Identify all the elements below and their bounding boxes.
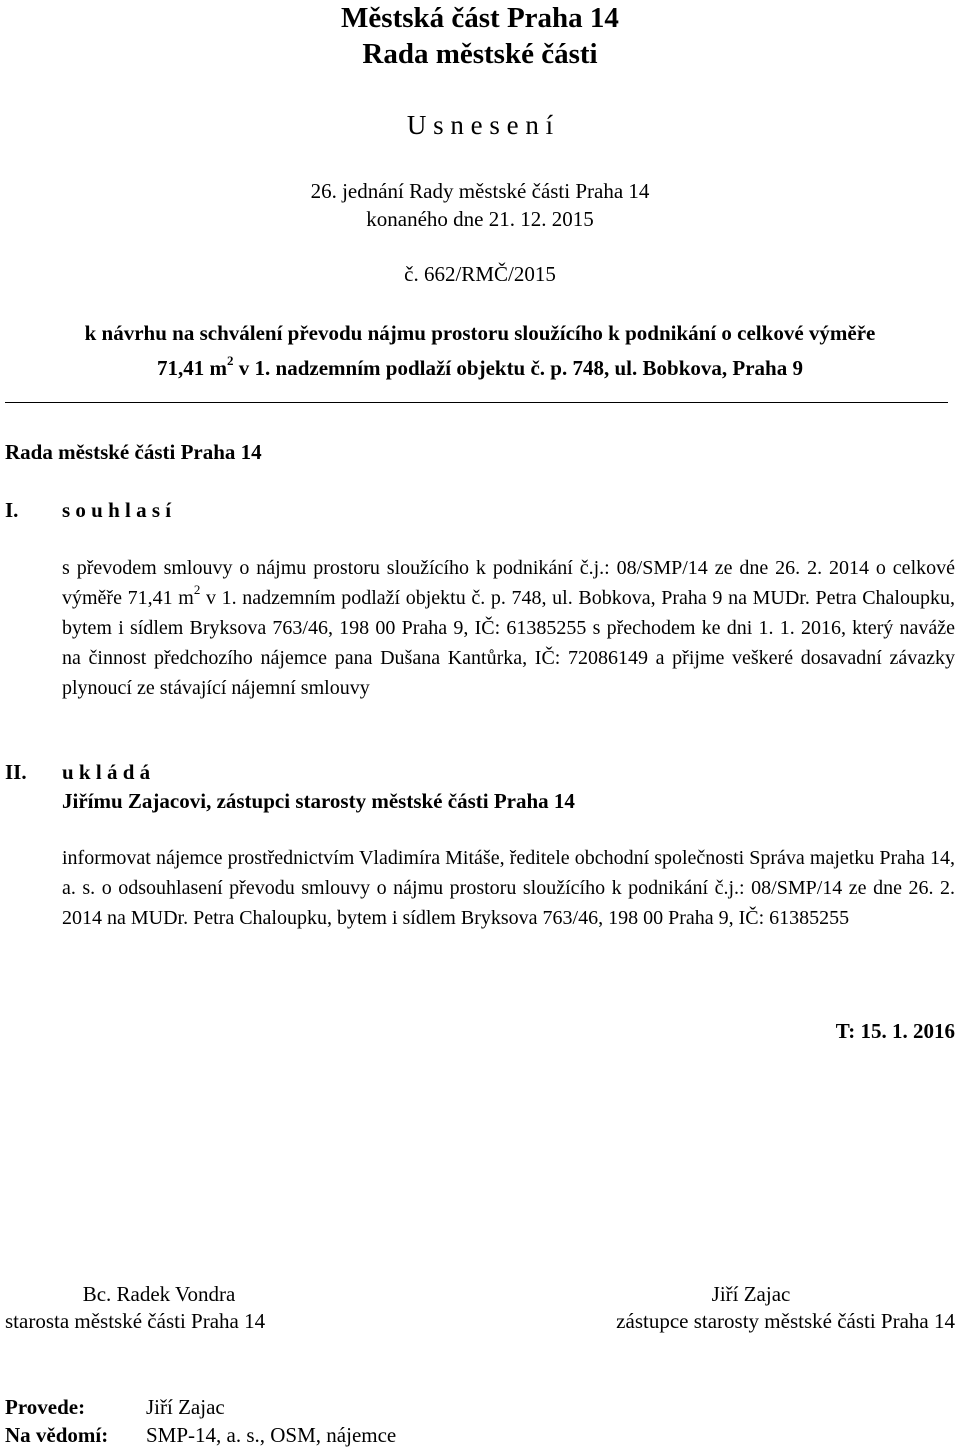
section-2-verb: u k l á d á xyxy=(62,760,151,784)
signature-left-name: Bc. Radek Vondra xyxy=(82,1282,236,1306)
na-vedomi-label: Na vědomí: xyxy=(5,1423,109,1447)
na-vedomi-value: SMP-14, a. s., OSM, nájemce xyxy=(146,1423,397,1447)
council-name: Rada městské části xyxy=(362,38,598,70)
subject-line-1: k návrhu na schválení převodu nájmu prostoru sloužícího k podnikání o celkové výměře xyxy=(84,321,876,345)
signature-right-role: zástupce starosty městské části Praha 14 xyxy=(616,1309,955,1333)
meeting-line: 26. jednání Rady městské části Praha 14 xyxy=(310,179,650,203)
provede-value: Jiří Zajac xyxy=(146,1395,225,1419)
deadline: T: 15. 1. 2016 xyxy=(835,1019,955,1043)
signature-right-name: Jiří Zajac xyxy=(711,1282,791,1306)
subject-line-2: 71,41 $m^2$ v 1. nadzemním podlaží objektu č. p. 748, ul. Bobkova, Praha 9 xyxy=(157,353,803,380)
signature-left-role: starosta městské části Praha 14 xyxy=(5,1309,266,1333)
provede-label: Provede: xyxy=(5,1395,86,1419)
section-1-text: s převodem smlouvy o nájmu prostoru sloužícího k podnikání č.j.: 08/SMP/14 ze dne 26. 2. 2014 o celkové výměře 71,41 $m^2$ v 1. nadzemním podlaží objektu č. p. 748, ul. Bobkova, Praha 9 na MUDr. Petra Chaloupku, bytem i sídlem Bryksova 763/46, 198 00 Praha 9, IČ: 61385255 s přechodem ke dni 1. 1. 2016, který naváže na činnost předchozího nájemce pana Dušana Kantůrka, IČ: 72086149 a přijme veškeré dosavadní závazky plynoucí ze stávající nájemní smlouvy xyxy=(62,557,955,699)
section-2-text: informovat nájemce prostřednictvím Vladimíra Mitáše, ředitele obchodní společnosti Správa majetku Praha 14, a. s. o odsouhlasení převodu smlouvy o nájmu prostoru sloužícího k podnikání č.j.: 08/SMP/14 ze dne 26. 2. 2014 na MUDr. Petra Chaloupku, bytem i sídlem Bryksova 763/46, 198 00 Praha 9, IČ: 61385255 xyxy=(62,847,955,929)
resolution-number: č. 662/RMČ/2015 xyxy=(404,262,556,286)
section-1-numeral: I. xyxy=(5,498,19,522)
meeting-date: konaného dne 21. 12. 2015 xyxy=(366,207,594,231)
separator-line xyxy=(5,402,948,403)
section-2-numeral: II. xyxy=(5,760,27,784)
municipality-name: Městská část Praha 14 xyxy=(341,2,619,34)
deciding-body: Rada městské části Praha 14 xyxy=(5,440,262,464)
document-title: U s n e s e n í xyxy=(406,110,554,140)
section-1-verb: s o u h l a s í xyxy=(62,498,172,522)
section-2-addressee: Jiřímu Zajacovi, zástupci starosty městské části Praha 14 xyxy=(62,789,575,813)
